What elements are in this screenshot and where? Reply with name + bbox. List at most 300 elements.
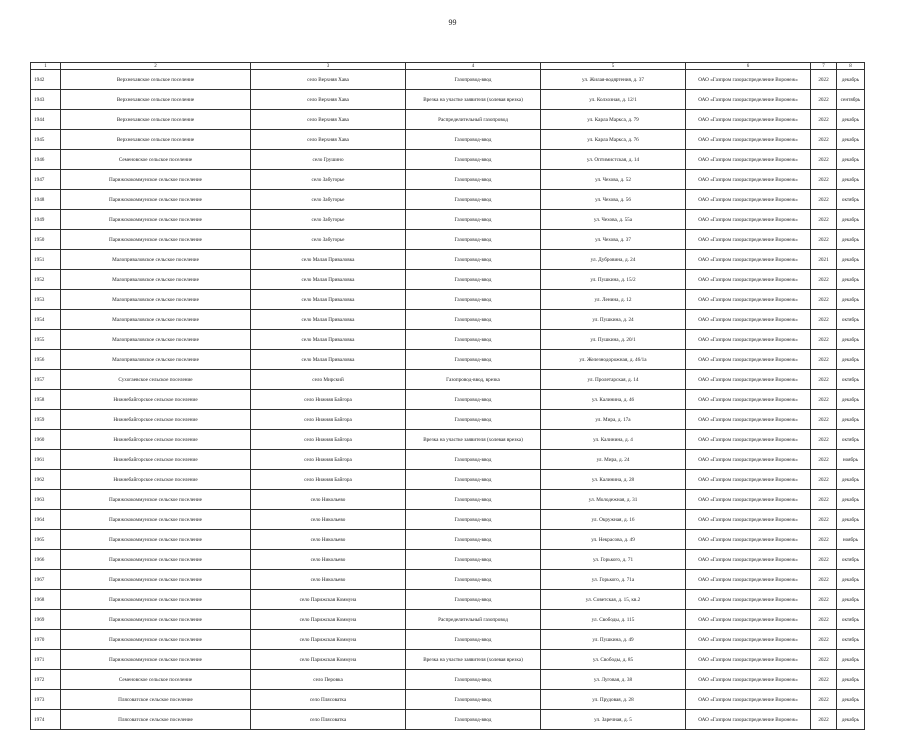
year-cell: 2021 <box>811 250 837 270</box>
row-number-cell: 1959 <box>31 410 61 430</box>
operator-name-cell: ОАО «Газпром газораспределение Воронеж» <box>686 190 811 210</box>
settlement-name-cell: Малоприваловское сельское поселение <box>61 250 251 270</box>
row-number-cell: 1949 <box>31 210 61 230</box>
row-number-cell: 1972 <box>31 670 61 690</box>
month-cell: декабрь <box>837 490 865 510</box>
operator-name-cell: ОАО «Газпром газораспределение Воронеж» <box>686 670 811 690</box>
locality-name-cell: село Никольево <box>251 510 406 530</box>
address-cell: ул. Пушкина, д. 15/2 <box>541 270 686 290</box>
object-type-cell: Газопровод-ввод <box>406 290 541 310</box>
locality-name-cell: село Малая Приваловка <box>251 290 406 310</box>
operator-name-cell: ОАО «Газпром газораспределение Воронеж» <box>686 450 811 470</box>
operator-name-cell: ОАО «Газпром газораспределение Воронеж» <box>686 110 811 130</box>
settlement-name-cell: Верхнехавское сельское поселение <box>61 70 251 90</box>
settlement-name-cell: Парижскокоммунское сельское поселение <box>61 610 251 630</box>
locality-name-cell: село Нижняя Байгора <box>251 470 406 490</box>
row-number-cell: 1961 <box>31 450 61 470</box>
month-cell: декабрь <box>837 210 865 230</box>
object-type-cell: Газопровод-ввод <box>406 230 541 250</box>
settlement-name-cell: Нижнебайгорское сельское поселение <box>61 470 251 490</box>
row-number-cell: 1945 <box>31 130 61 150</box>
table-row <box>31 330 865 350</box>
column-number-cell: 2 <box>61 63 251 70</box>
operator-name-cell: ОАО «Газпром газораспределение Воронеж» <box>686 230 811 250</box>
object-type-cell: Газопровод-ввод <box>406 670 541 690</box>
year-cell: 2022 <box>811 70 837 90</box>
operator-name-cell: ОАО «Газпром газораспределение Воронеж» <box>686 170 811 190</box>
year-cell: 2022 <box>811 450 837 470</box>
column-number-cell: 8 <box>837 63 865 70</box>
operator-name-cell: ОАО «Газпром газораспределение Воронеж» <box>686 690 811 710</box>
year-cell: 2022 <box>811 190 837 210</box>
year-cell: 2022 <box>811 230 837 250</box>
row-number-cell: 1955 <box>31 330 61 350</box>
locality-name-cell: село Верхняя Хава <box>251 70 406 90</box>
address-cell: ул. Молодежная, д. 31 <box>541 490 686 510</box>
month-cell: декабрь <box>837 110 865 130</box>
year-cell: 2022 <box>811 370 837 390</box>
address-cell: ул. Прудовая, д. 28 <box>541 690 686 710</box>
object-type-cell: Газопровод-ввод <box>406 250 541 270</box>
row-number-cell: 1973 <box>31 690 61 710</box>
settlement-name-cell: Плясоватское сельское поселение <box>61 690 251 710</box>
address-cell: ул. Оптимистская, д. 14 <box>541 150 686 170</box>
locality-name-cell: село Плясоватка <box>251 690 406 710</box>
locality-name-cell: село Мирский <box>251 370 406 390</box>
settlement-name-cell: Малоприваловское сельское поселение <box>61 290 251 310</box>
table-row <box>31 550 865 570</box>
operator-name-cell: ОАО «Газпром газораспределение Воронеж» <box>686 130 811 150</box>
month-cell: октябрь <box>837 550 865 570</box>
month-cell: декабрь <box>837 710 865 730</box>
row-number-cell: 1957 <box>31 370 61 390</box>
operator-name-cell: ОАО «Газпром газораспределение Воронеж» <box>686 350 811 370</box>
month-cell: декабрь <box>837 510 865 530</box>
operator-name-cell: ОАО «Газпром газораспределение Воронеж» <box>686 630 811 650</box>
address-cell: ул. Горького, д. 71 <box>541 550 686 570</box>
object-type-cell: Газопровод-ввод <box>406 150 541 170</box>
address-cell: ул. Чехова, д. 55а <box>541 210 686 230</box>
column-number-cell: 4 <box>406 63 541 70</box>
locality-name-cell: село Забугорье <box>251 170 406 190</box>
month-cell: декабрь <box>837 410 865 430</box>
table-row <box>31 430 865 450</box>
object-type-cell: Газопровод-ввод <box>406 490 541 510</box>
month-cell: декабрь <box>837 670 865 690</box>
table-row <box>31 370 865 390</box>
year-cell: 2022 <box>811 110 837 130</box>
table-row <box>31 150 865 170</box>
object-type-cell: Газопровод-ввод <box>406 390 541 410</box>
month-cell: декабрь <box>837 650 865 670</box>
column-number-header-row <box>31 63 865 70</box>
object-type-cell: Газопровод-ввод <box>406 570 541 590</box>
address-cell: ул. Колхозная, д. 12/1 <box>541 90 686 110</box>
settlement-name-cell: Верхнехавское сельское поселение <box>61 90 251 110</box>
locality-name-cell: село Забугорье <box>251 230 406 250</box>
object-type-cell: Газопровод-ввод <box>406 590 541 610</box>
address-cell: ул. Жилая-водяртения, д. 37 <box>541 70 686 90</box>
year-cell: 2022 <box>811 550 837 570</box>
column-number-cell: 7 <box>811 63 837 70</box>
gasification-register-table <box>30 62 865 730</box>
table-row <box>31 270 865 290</box>
table-row <box>31 110 865 130</box>
year-cell: 2022 <box>811 490 837 510</box>
address-cell: ул. Калинина, д. 4 <box>541 430 686 450</box>
column-number-cell: 5 <box>541 63 686 70</box>
year-cell: 2022 <box>811 310 837 330</box>
object-type-cell: Газопровод-ввод <box>406 710 541 730</box>
address-cell: ул. Окружная, д. 16 <box>541 510 686 530</box>
object-type-cell: Газопровод-ввод <box>406 510 541 530</box>
address-cell: ул. Заречная, д. 5 <box>541 710 686 730</box>
operator-name-cell: ОАО «Газпром газораспределение Воронеж» <box>686 270 811 290</box>
address-cell: ул. Чехова, д. 37 <box>541 230 686 250</box>
settlement-name-cell: Парижскокоммунское сельское поселение <box>61 190 251 210</box>
locality-name-cell: село Нижняя Байгора <box>251 450 406 470</box>
settlement-name-cell: Семеновское сельское поселение <box>61 670 251 690</box>
table-row <box>31 610 865 630</box>
table-row <box>31 670 865 690</box>
address-cell: ул. Горького, д. 71а <box>541 570 686 590</box>
operator-name-cell: ОАО «Газпром газораспределение Воронеж» <box>686 490 811 510</box>
locality-name-cell: село Парижская Коммуна <box>251 630 406 650</box>
year-cell: 2022 <box>811 150 837 170</box>
row-number-cell: 1966 <box>31 550 61 570</box>
locality-name-cell: село Малая Приваловка <box>251 250 406 270</box>
object-type-cell: Газопровод-ввод <box>406 410 541 430</box>
object-type-cell: Газопровод-ввод <box>406 630 541 650</box>
locality-name-cell: село Никольево <box>251 550 406 570</box>
month-cell: декабрь <box>837 570 865 590</box>
table-row <box>31 90 865 110</box>
settlement-name-cell: Парижскокоммунское сельское поселение <box>61 230 251 250</box>
table-row <box>31 70 865 90</box>
month-cell: декабрь <box>837 230 865 250</box>
row-number-cell: 1971 <box>31 650 61 670</box>
month-cell: декабрь <box>837 330 865 350</box>
operator-name-cell: ОАО «Газпром газораспределение Воронеж» <box>686 550 811 570</box>
month-cell: декабрь <box>837 170 865 190</box>
month-cell: декабрь <box>837 290 865 310</box>
operator-name-cell: ОАО «Газпром газораспределение Воронеж» <box>686 150 811 170</box>
address-cell: ул. Мира, д. 17а <box>541 410 686 430</box>
object-type-cell: Газопровод-ввод <box>406 530 541 550</box>
settlement-name-cell: Парижскокоммунское сельское поселение <box>61 210 251 230</box>
locality-name-cell: село Верхняя Хава <box>251 110 406 130</box>
object-type-cell: Газопровод-ввод <box>406 70 541 90</box>
row-number-cell: 1963 <box>31 490 61 510</box>
operator-name-cell: ОАО «Газпром газораспределение Воронеж» <box>686 570 811 590</box>
month-cell: ноябрь <box>837 450 865 470</box>
address-cell: ул. Свободы, д. 85 <box>541 650 686 670</box>
locality-name-cell: село Парижская Коммуна <box>251 610 406 630</box>
locality-name-cell: село Парижская Коммуна <box>251 650 406 670</box>
operator-name-cell: ОАО «Газпром газораспределение Воронеж» <box>686 370 811 390</box>
operator-name-cell: ОАО «Газпром газораспределение Воронеж» <box>686 330 811 350</box>
locality-name-cell: село Верхняя Хава <box>251 130 406 150</box>
locality-name-cell: село Забугорье <box>251 190 406 210</box>
page-number: 99 <box>448 18 457 27</box>
table-row <box>31 530 865 550</box>
table-row <box>31 470 865 490</box>
year-cell: 2022 <box>811 350 837 370</box>
settlement-name-cell: Малоприваловское сельское поселение <box>61 330 251 350</box>
table-row <box>31 650 865 670</box>
settlement-name-cell: Нижнебайгорское сельское поселение <box>61 430 251 450</box>
object-type-cell: Газопровод-ввод <box>406 170 541 190</box>
table-row <box>31 310 865 330</box>
object-type-cell: Врезка на участке заявителя (холевая врезка) <box>406 650 541 670</box>
object-type-cell: Газопровод-ввод <box>406 470 541 490</box>
year-cell: 2022 <box>811 570 837 590</box>
object-type-cell: Газопровод-ввод <box>406 270 541 290</box>
row-number-cell: 1956 <box>31 350 61 370</box>
row-number-cell: 1964 <box>31 510 61 530</box>
address-cell: ул. Пушкина, д. 49 <box>541 630 686 650</box>
settlement-name-cell: Семеновское сельское поселение <box>61 150 251 170</box>
table-row <box>31 690 865 710</box>
settlement-name-cell: Парижскокоммунское сельское поселение <box>61 490 251 510</box>
locality-name-cell: село Плясоватка <box>251 710 406 730</box>
row-number-cell: 1947 <box>31 170 61 190</box>
address-cell: ул. Чехова, д. 56 <box>541 190 686 210</box>
row-number-cell: 1967 <box>31 570 61 590</box>
locality-name-cell: село Никольево <box>251 570 406 590</box>
row-number-cell: 1944 <box>31 110 61 130</box>
row-number-cell: 1942 <box>31 70 61 90</box>
address-cell: ул. Калинина, д. 28 <box>541 470 686 490</box>
column-number-cell: 1 <box>31 63 61 70</box>
row-number-cell: 1953 <box>31 290 61 310</box>
settlement-name-cell: Парижскокоммунское сельское поселение <box>61 590 251 610</box>
operator-name-cell: ОАО «Газпром газораспределение Воронеж» <box>686 650 811 670</box>
operator-name-cell: ОАО «Газпром газораспределение Воронеж» <box>686 390 811 410</box>
settlement-name-cell: Парижскокоммунское сельское поселение <box>61 510 251 530</box>
month-cell: декабрь <box>837 470 865 490</box>
table-row <box>31 290 865 310</box>
month-cell: декабрь <box>837 590 865 610</box>
year-cell: 2022 <box>811 430 837 450</box>
locality-name-cell: село Нижняя Байгора <box>251 390 406 410</box>
month-cell: декабрь <box>837 690 865 710</box>
year-cell: 2022 <box>811 470 837 490</box>
year-cell: 2022 <box>811 590 837 610</box>
table-row <box>31 190 865 210</box>
column-number-cell: 6 <box>686 63 811 70</box>
locality-name-cell: село Малая Приваловка <box>251 270 406 290</box>
month-cell: октябрь <box>837 430 865 450</box>
row-number-cell: 1962 <box>31 470 61 490</box>
object-type-cell: Врезка на участке заявителя (холевая врезка) <box>406 90 541 110</box>
address-cell: ул. Мира, д. 24 <box>541 450 686 470</box>
settlement-name-cell: Парижскокоммунское сельское поселение <box>61 550 251 570</box>
row-number-cell: 1965 <box>31 530 61 550</box>
year-cell: 2022 <box>811 530 837 550</box>
settlement-name-cell: Малоприваловское сельское поселение <box>61 310 251 330</box>
year-cell: 2022 <box>811 130 837 150</box>
month-cell: сентябрь <box>837 90 865 110</box>
year-cell: 2022 <box>811 90 837 110</box>
address-cell: ул. Луговая, д. 38 <box>541 670 686 690</box>
locality-name-cell: село Никольево <box>251 490 406 510</box>
year-cell: 2022 <box>811 510 837 530</box>
row-number-cell: 1950 <box>31 230 61 250</box>
object-type-cell: Газопровод-ввод <box>406 550 541 570</box>
address-cell: ул. Карла Маркса, д. 76 <box>541 130 686 150</box>
row-number-cell: 1948 <box>31 190 61 210</box>
month-cell: декабрь <box>837 150 865 170</box>
operator-name-cell: ОАО «Газпром газораспределение Воронеж» <box>686 310 811 330</box>
address-cell: ул. Калинина, д. 46 <box>541 390 686 410</box>
operator-name-cell: ОАО «Газпром газораспределение Воронеж» <box>686 470 811 490</box>
table-row <box>31 590 865 610</box>
month-cell: октябрь <box>837 630 865 650</box>
settlement-name-cell: Парижскокоммунское сельское поселение <box>61 530 251 550</box>
table-row <box>31 490 865 510</box>
table-row <box>31 390 865 410</box>
row-number-cell: 1958 <box>31 390 61 410</box>
locality-name-cell: село Нижняя Байгора <box>251 430 406 450</box>
locality-name-cell: село Грушино <box>251 150 406 170</box>
operator-name-cell: ОАО «Газпром газораспределение Воронеж» <box>686 290 811 310</box>
table-row <box>31 230 865 250</box>
month-cell: октябрь <box>837 610 865 630</box>
operator-name-cell: ОАО «Газпром газораспределение Воронеж» <box>686 250 811 270</box>
address-cell: ул. Чехова, д. 52 <box>541 170 686 190</box>
settlement-name-cell: Сухогаевское сельское поселение <box>61 370 251 390</box>
month-cell: декабрь <box>837 70 865 90</box>
table-row <box>31 410 865 430</box>
table-row <box>31 710 865 730</box>
locality-name-cell: село Малая Приваловка <box>251 350 406 370</box>
operator-name-cell: ОАО «Газпром газораспределение Воронеж» <box>686 710 811 730</box>
settlement-name-cell: Парижскокоммунское сельское поселение <box>61 170 251 190</box>
operator-name-cell: ОАО «Газпром газораспределение Воронеж» <box>686 590 811 610</box>
operator-name-cell: ОАО «Газпром газораспределение Воронеж» <box>686 70 811 90</box>
year-cell: 2022 <box>811 650 837 670</box>
row-number-cell: 1968 <box>31 590 61 610</box>
year-cell: 2022 <box>811 290 837 310</box>
month-cell: декабрь <box>837 390 865 410</box>
object-type-cell: Газопровод-ввод <box>406 350 541 370</box>
year-cell: 2022 <box>811 170 837 190</box>
row-number-cell: 1951 <box>31 250 61 270</box>
operator-name-cell: ОАО «Газпром газораспределение Воронеж» <box>686 90 811 110</box>
settlement-name-cell: Нижнебайгорское сельское поселение <box>61 410 251 430</box>
settlement-name-cell: Парижскокоммунское сельское поселение <box>61 630 251 650</box>
operator-name-cell: ОАО «Газпром газораспределение Воронеж» <box>686 530 811 550</box>
address-cell: ул. Некрасова, д. 49 <box>541 530 686 550</box>
settlement-name-cell: Нижнебайгорское сельское поселение <box>61 390 251 410</box>
address-cell: ул. Дубровина, д. 24 <box>541 250 686 270</box>
year-cell: 2022 <box>811 270 837 290</box>
operator-name-cell: ОАО «Газпром газораспределение Воронеж» <box>686 510 811 530</box>
year-cell: 2022 <box>811 610 837 630</box>
object-type-cell: Распределительный газопровод <box>406 110 541 130</box>
object-type-cell: Газопровод-ввод <box>406 450 541 470</box>
settlement-name-cell: Плясоватское сельское поселение <box>61 710 251 730</box>
month-cell: декабрь <box>837 350 865 370</box>
table-row <box>31 170 865 190</box>
settlement-name-cell: Малоприваловское сельское поселение <box>61 350 251 370</box>
object-type-cell: Газопровод-ввод <box>406 330 541 350</box>
column-number-cell: 3 <box>251 63 406 70</box>
month-cell: декабрь <box>837 250 865 270</box>
month-cell: октябрь <box>837 190 865 210</box>
settlement-name-cell: Верхнехавское сельское поселение <box>61 110 251 130</box>
table-row <box>31 350 865 370</box>
table-row <box>31 210 865 230</box>
row-number-cell: 1943 <box>31 90 61 110</box>
table-row <box>31 250 865 270</box>
address-cell: ул. Ленина, д. 12 <box>541 290 686 310</box>
address-cell: ул. Пушкина, д. 24 <box>541 310 686 330</box>
table-row <box>31 510 865 530</box>
settlement-name-cell: Нижнебайгорское сельское поселение <box>61 450 251 470</box>
object-type-cell: Газопровод-ввод <box>406 690 541 710</box>
year-cell: 2022 <box>811 410 837 430</box>
object-type-cell: Газопровод-ввод, врезка <box>406 370 541 390</box>
object-type-cell: Газопровод-ввод <box>406 130 541 150</box>
year-cell: 2022 <box>811 630 837 650</box>
locality-name-cell: село Малая Приваловка <box>251 310 406 330</box>
object-type-cell: Распределительный газопровод <box>406 610 541 630</box>
locality-name-cell: село Парижская Коммуна <box>251 590 406 610</box>
object-type-cell: Врезка на участке заявителя (холевая врезка) <box>406 430 541 450</box>
year-cell: 2022 <box>811 670 837 690</box>
month-cell: декабрь <box>837 130 865 150</box>
month-cell: октябрь <box>837 370 865 390</box>
address-cell: ул. Свободы, д. 115 <box>541 610 686 630</box>
address-cell: ул. Советская, д. 15, кв.2 <box>541 590 686 610</box>
operator-name-cell: ОАО «Газпром газораспределение Воронеж» <box>686 610 811 630</box>
object-type-cell: Газопровод-ввод <box>406 190 541 210</box>
row-number-cell: 1960 <box>31 430 61 450</box>
settlement-name-cell: Верхнехавское сельское поселение <box>61 130 251 150</box>
object-type-cell: Газопровод-ввод <box>406 210 541 230</box>
operator-name-cell: ОАО «Газпром газораспределение Воронеж» <box>686 430 811 450</box>
table-row <box>31 450 865 470</box>
row-number-cell: 1946 <box>31 150 61 170</box>
month-cell: октябрь <box>837 310 865 330</box>
locality-name-cell: село Никольево <box>251 530 406 550</box>
address-cell: ул. Железнодорожная, д. 46/1а <box>541 350 686 370</box>
year-cell: 2022 <box>811 690 837 710</box>
address-cell: ул. Пролетарская, д. 14 <box>541 370 686 390</box>
locality-name-cell: село Перовка <box>251 670 406 690</box>
table-row <box>31 130 865 150</box>
locality-name-cell: село Забугорье <box>251 210 406 230</box>
address-cell: ул. Карла Маркса, д. 79 <box>541 110 686 130</box>
settlement-name-cell: Парижскокоммунское сельское поселение <box>61 650 251 670</box>
object-type-cell: Газопровод-ввод <box>406 310 541 330</box>
row-number-cell: 1970 <box>31 630 61 650</box>
operator-name-cell: ОАО «Газпром газораспределение Воронеж» <box>686 210 811 230</box>
operator-name-cell: ОАО «Газпром газораспределение Воронеж» <box>686 410 811 430</box>
year-cell: 2022 <box>811 330 837 350</box>
settlement-name-cell: Парижскокоммунское сельское поселение <box>61 570 251 590</box>
locality-name-cell: село Верхняя Хава <box>251 90 406 110</box>
month-cell: декабрь <box>837 270 865 290</box>
address-cell: ул. Пушкина, д. 20/1 <box>541 330 686 350</box>
settlement-name-cell: Малоприваловское сельское поселение <box>61 270 251 290</box>
locality-name-cell: село Нижняя Байгора <box>251 410 406 430</box>
month-cell: ноябрь <box>837 530 865 550</box>
row-number-cell: 1974 <box>31 710 61 730</box>
row-number-cell: 1969 <box>31 610 61 630</box>
